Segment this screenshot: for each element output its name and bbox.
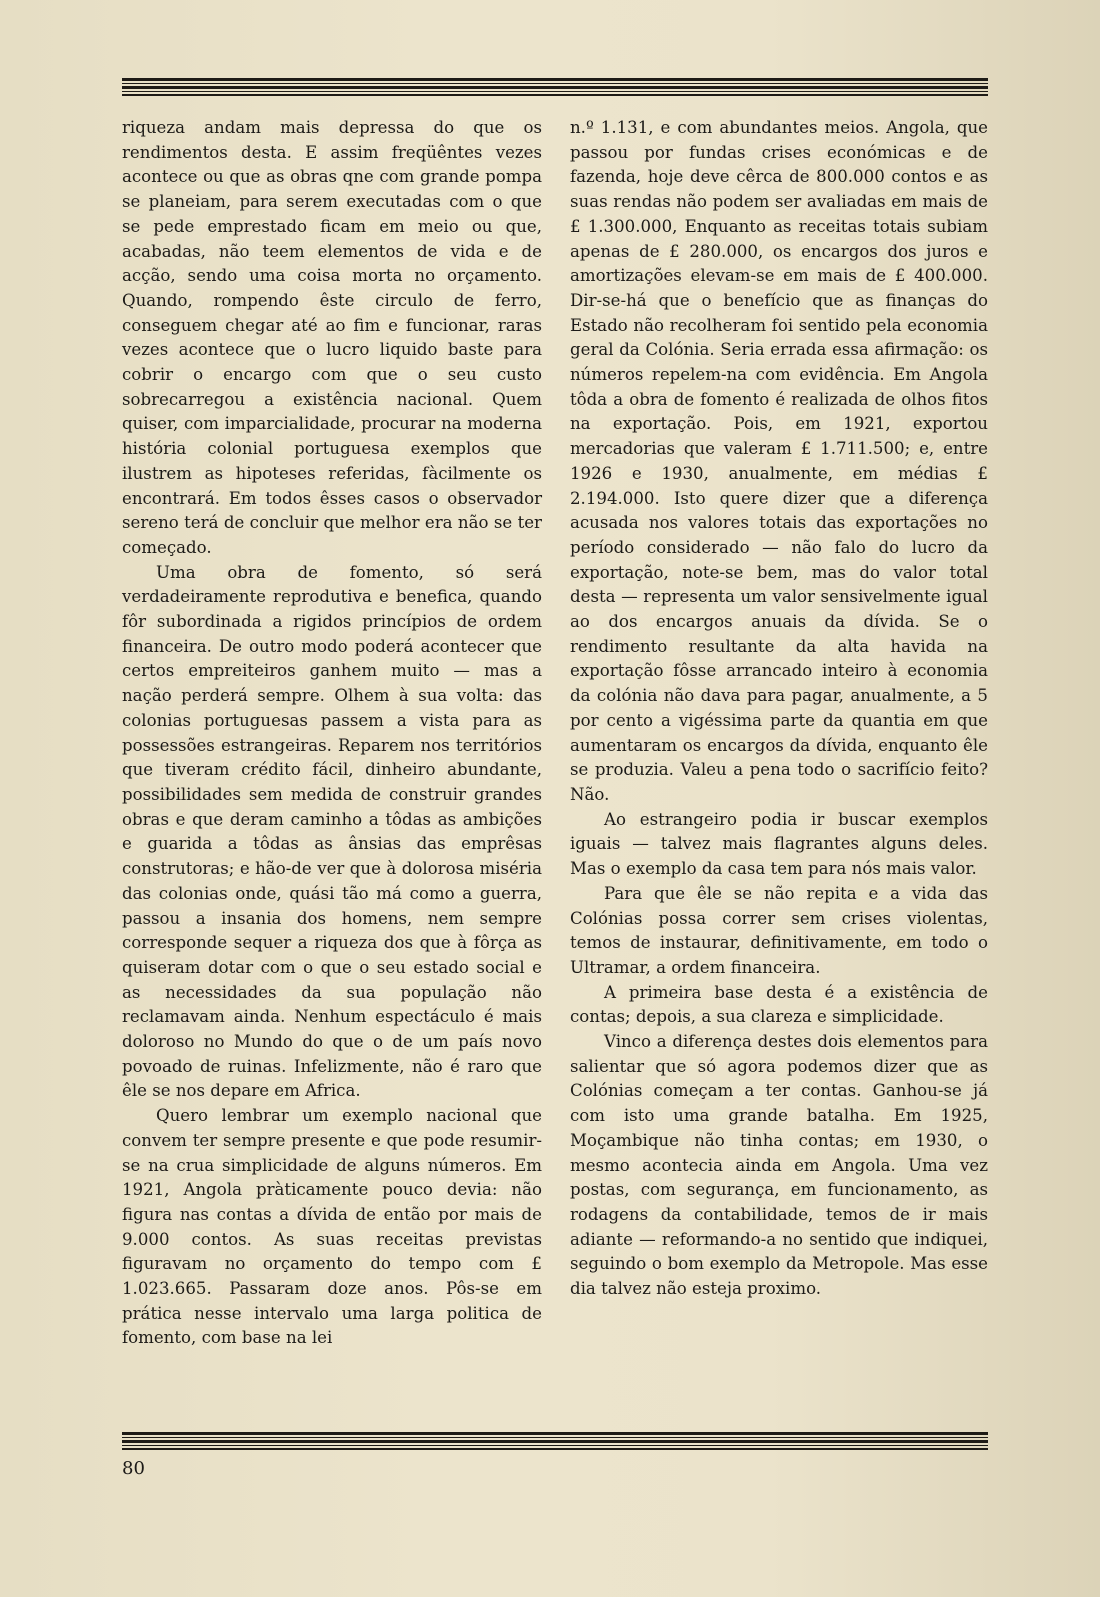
left-text-column	[122, 116, 542, 1351]
paragraph: Para que êle se não repita e a vida das Colónias possa correr sem crises violentas, temos de instaurar, definitivamente, em todo o Ultramar, a ordem financeira.	[570, 883, 988, 977]
paragraph: A primeira base desta é a existência de contas; depois, a sua clareza e simplicidade.	[570, 982, 988, 1027]
header-rule	[122, 78, 988, 96]
footer-rule	[122, 1432, 988, 1450]
right-text-column	[570, 116, 988, 1302]
paragraph: Uma obra de fomento, só será verdadeiramente reprodutiva e benefica, quando fôr subordinada a rigidos princípios de ordem financeira. De outro modo poderá acontecer que certos empreiteiros ganhem muito — mas a nação perderá sempre. Olhem à sua volta: das colonias portuguesas passem a vista para as possessões estrangeiras. Reparem nos territórios que tiveram crédito fácil, dinheiro abundante, possibilidades sem medida de construir grandes obras e que deram caminho a tôdas as ambições e guarida a tôdas as ânsias das emprêsas construtoras; e hão-de ver que à dolorosa miséria das colonias onde, quási tão má como a guerra, passou a insania dos homens, nem sempre corresponde sequer a riqueza dos que à fôrça as quiseram dotar com o que o seu estado social e as necessidades da sua população não reclamavam ainda. Nenhum espectáculo é mais doloroso no Mundo do que o de um país novo povoado de ruinas. Infelizmente, não é raro que êle se nos depare em Africa.	[122, 562, 542, 1101]
page-number: 80	[122, 1458, 145, 1479]
paragraph: Ao estrangeiro podia ir buscar exemplos iguais — talvez mais flagrantes alguns deles. Mas o exemplo da casa tem para nós mais valor.	[570, 809, 988, 879]
paragraph: n.º 1.131, e com abundantes meios. Angola, que passou por fundas crises económicas e de fazenda, hoje deve cêrca de 800.000 contos e as suas rendas não podem ser avaliadas em mais de £ 1.300.000, Enquanto as receitas totais subiam apenas de £ 280.000, os encargos dos juros e amortizações elevam-se em mais de £ 400.000. Dir-se-há que o benefício que as finanças do Estado não recolheram foi sentido pela economia geral da Colónia. Seria errada essa afirmação: os números repelem-na com evidência. Em Angola tôda a obra de fomento é realizada de olhos fitos na exportação. Pois, em 1921, exportou mercadorias que valeram £ 1.711.500; e, entre 1926 e 1930, anualmente, em médias £ 2.194.000. Isto quere dizer que a diferença acusada nos valores totais das exportações no período considerado — não falo do lucro da exportação, note-se bem, mas do valor total desta — representa um valor sensivelmente igual ao dos encargos anuais da dívida. Se o rendimento resultante da alta havida na exportação fôsse arrancado inteiro à economia da colónia não dava para pagar, anualmente, a 5 por cento a vigéssima parte da quantia em que aumentaram os encargos da dívida, enquanto êle se produzia. Valeu a pena todo o sacrifício feito? Não.	[570, 118, 988, 804]
paragraph: riqueza andam mais depressa do que os rendimentos desta. E assim freqüêntes vezes acontece ou que as obras qne com grande pompa se planeiam, para serem executadas com o que se pede emprestado ficam em meio ou que, acabadas, não teem elementos de vida e de acção, sendo uma coisa morta no orçamento. Quando, rompendo êste circulo de ferro, conseguem chegar até ao fim e funcionar, raras vezes acontece que o lucro liquido baste para cobrir o encargo com que o seu custo sobrecarregou a existência nacional. Quem quiser, com imparcialidade, procurar na moderna história colonial portuguesa exemplos que ilustrem as hipoteses referidas, fàcilmente os encontrará. Em todos êsses casos o observador sereno terá de concluir que melhor era não se ter começado.	[122, 118, 542, 557]
paragraph: Vinco a diferença destes dois elementos para salientar que só agora podemos dizer que as Colónias começam a ter contas. Ganhou-se já com isto uma grande batalha. Em 1925, Moçambique não tinha contas; em 1930, o mesmo acontecia ainda em Angola. Uma vez postas, com segurança, em funcionamento, as rodagens da contabilidade, temos de ir mais adiante — reformando-a no sentido que indiquei, seguindo o bom exemplo da Metropole. Mas esse dia talvez não esteja proximo.	[570, 1032, 988, 1299]
paragraph: Quero lembrar um exemplo nacional que convem ter sempre presente e que pode resumir-se na crua simplicidade de alguns números. Em 1921, Angola pràticamente pouco devia: não figura nas contas a dívida de então por mais de 9.000 contos. As suas receitas previstas figuravam no orçamento do tempo com £ 1.023.665. Passaram doze anos. Pôs-se em prática nesse intervalo uma larga politica de fomento, com base na lei	[122, 1106, 542, 1348]
